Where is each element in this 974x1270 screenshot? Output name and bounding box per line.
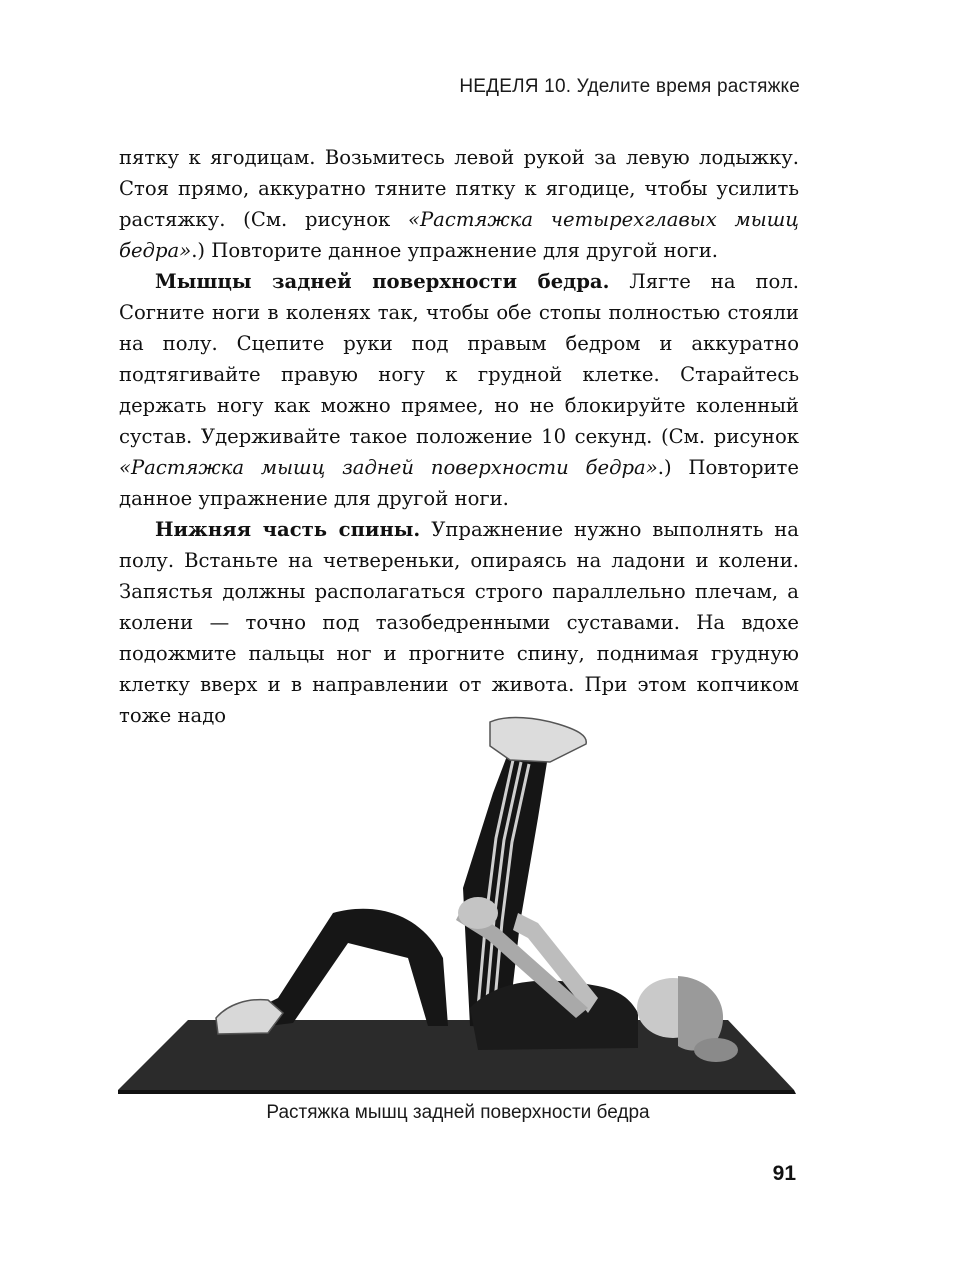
paragraph-1-tail: .) Повторите данное упражнение для другой ноги.	[191, 239, 719, 262]
figure-reference-hamstring: «Растяжка мышц задней поверхности бедра»	[119, 456, 658, 479]
paragraph-1	[119, 142, 799, 266]
bent-leg	[258, 909, 448, 1026]
figure-caption: Растяжка мышц задней поверхности бедра	[266, 1102, 650, 1123]
hamstring-stretch-photo	[118, 708, 798, 1094]
right-shoe	[490, 718, 586, 762]
ponytail	[694, 1038, 738, 1062]
page-number: 91	[772, 1162, 796, 1185]
paragraph-2-heading: Мышцы задней поверхности бедра.	[155, 270, 610, 293]
paragraph-1-text: пятку к ягодицам. Возьмитесь левой рукой за левую лодыжку. Стоя прямо, аккуратно тяните пятку к ягодице, чтобы усилить растяжку. (См. рисунок	[119, 146, 799, 231]
paragraph-3-text: Упражнение нужно выполнять на полу. Встаньте на четвереньки, опираясь на ладони и колени. Запястья должны располагаться строго параллельно плечам, а колени — точно под тазобедренными суставами. На вдохе подожмите пальцы ног и прогните спину, поднимая грудную клетку вверх и в направлении от живота. При этом копчиком тоже надо	[119, 518, 799, 727]
paragraph-2-text: Лягте на пол. Согните ноги в коленях так, чтобы обе стопы полностью стояли на полу. Сцепите руки под правым бедром и аккуратно подтягивайте правую ногу к грудной клетке. Старайтесь держать ногу как можно прямее, но не блокируйте коленный сустав. Удерживайте такое положение 10 секунд. (См. рисунок	[119, 270, 799, 448]
figure-reference-quadriceps: «Растяжка четырехглавых мышц бедра»	[119, 208, 799, 262]
hands	[458, 897, 498, 929]
body-text	[119, 142, 799, 731]
running-head: НЕДЕЛЯ 10. Уделите время растяжке	[459, 76, 800, 97]
paragraph-3	[119, 514, 799, 731]
mat-shadow	[118, 1090, 796, 1094]
paragraph-3-heading: Нижняя часть спины.	[155, 518, 421, 541]
paragraph-2	[119, 266, 799, 514]
hamstring-stretch-illustration	[118, 708, 798, 1094]
paragraph-2-tail: .) Повторите данное упражнение для другой ноги.	[119, 456, 799, 510]
